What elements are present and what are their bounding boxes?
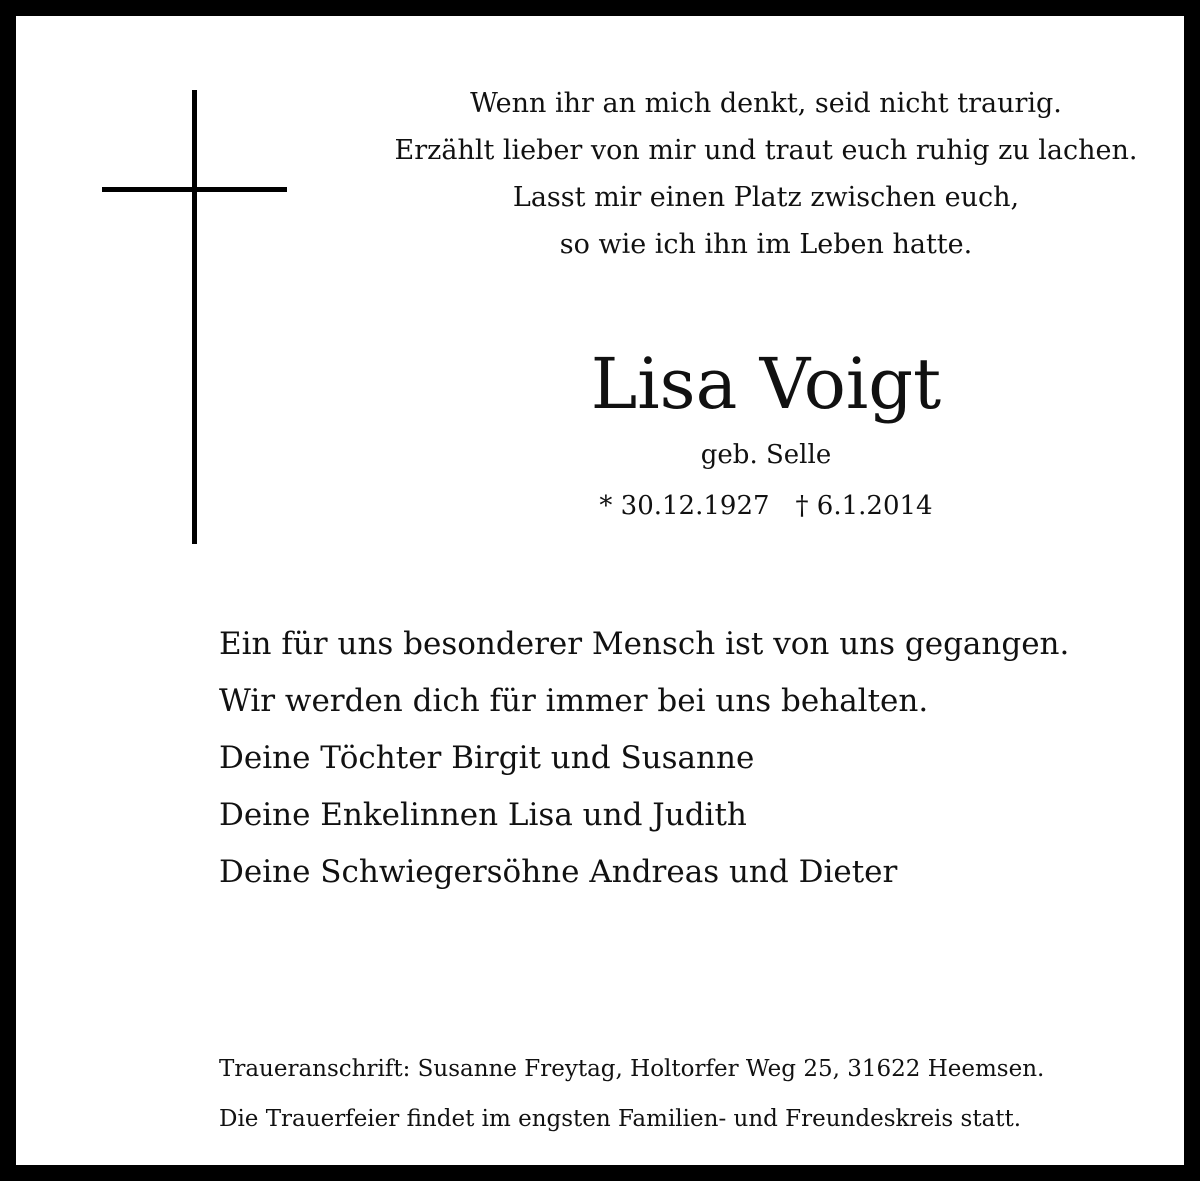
birth-date: * 30.12.1927 <box>599 491 770 521</box>
poem-line: Wenn ihr an mich denkt, seid nicht traurig. <box>470 88 1062 119</box>
birth-name: geb. Selle <box>700 440 832 470</box>
family-line: Deine Töchter Birgit und Susanne <box>219 740 755 776</box>
cross-vertical-bar <box>192 90 197 544</box>
life-dates <box>576 486 956 526</box>
ceremony-note: Die Trauerfeier findet im engsten Familien- und Freundeskreis statt. <box>219 1106 1022 1132</box>
poem-line: Lasst mir einen Platz zwischen euch, <box>512 182 1020 213</box>
death-date: † 6.1.2014 <box>795 491 933 521</box>
family-line: Deine Enkelinnen Lisa und Judith <box>219 797 747 833</box>
poem <box>366 80 1166 268</box>
footer <box>219 1044 1149 1144</box>
cross-horizontal-bar <box>102 187 287 192</box>
family-line: Ein für uns besonderer Mensch ist von uns gegangen. <box>219 626 1070 662</box>
poem-line: so wie ich ihn im Leben hatte. <box>559 229 973 260</box>
family-message <box>219 616 1149 901</box>
family-line: Wir werden dich für immer bei uns behalten. <box>219 683 929 719</box>
cross-icon <box>102 90 287 544</box>
mourning-address: Traueranschrift: Susanne Freytag, Holtorfer Weg 25, 31622 Heemsen. <box>219 1056 1045 1082</box>
family-line: Deine Schwiegersöhne Andreas und Dieter <box>219 854 898 890</box>
poem-line: Erzählt lieber von mir und traut euch ruhig zu lachen. <box>394 135 1138 166</box>
deceased-name: Lisa Voigt <box>590 343 942 425</box>
